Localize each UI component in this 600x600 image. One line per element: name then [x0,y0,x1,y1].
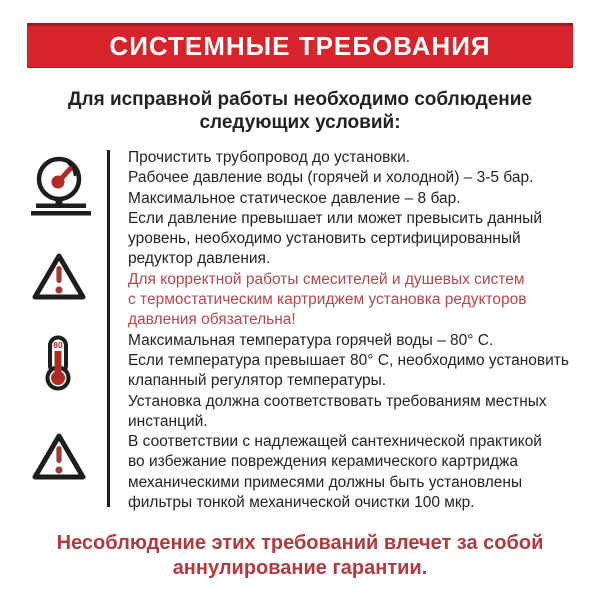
requirement-line: механическими примесями должны быть установлены [128,473,523,491]
requirement-line: фильтры тонкой механической очистки 100 мкр. [128,494,475,512]
requirement-line: Рабочее давление воды (горячей и холодной) – 3-5 бар. [128,169,534,187]
requirement-line: Если давление превышает или может превысить данный [128,209,542,227]
requirement-line: Для корректной работы смесителей и душевых систем [128,270,525,288]
warning-triangle-icon [31,252,87,302]
requirement-line: В соответствии с надлежащей сантехнической практикой [128,433,542,451]
requirements-text [128,148,588,513]
thermometer-icon [41,335,75,391]
requirement-line: с термостатическим картриджем установка редукторов [128,291,527,309]
warning-triangle-icon [31,432,87,482]
requirement-line: давления обязательна! [128,311,296,329]
subtitle-line-1: Для исправной работы необходимо соблюдение [67,89,533,110]
thermometer-label: 80 [53,340,63,350]
vertical-divider [107,150,110,507]
requirement-line: Максимальная температура горячей воды – 80° C. [128,331,494,349]
pressure-gauge-icon [28,156,94,216]
warranty-warning-line-1: Несоблюдение этих требований влечет за собой [56,532,544,554]
requirement-line: уровень, необходимо установить сертифицированный [128,230,521,248]
subtitle-line-2: следующих условий: [199,112,401,133]
requirement-line: Прочистить трубопровод до установки. [128,149,411,166]
warranty-warning [0,531,600,581]
page-title: СИСТЕМНЫЕ ТРЕБОВАНИЯ [109,31,491,61]
requirement-line: клапанный регулятор температуры. [128,372,387,390]
requirement-line: Если температура превышает 80° C, необходимо установить [128,351,569,369]
subtitle [0,88,600,134]
requirement-line: Установка должна соответствовать требованиям местных [128,392,547,410]
requirement-line: во избежание повреждения керамического картриджа [128,453,518,471]
title-banner [27,23,573,68]
requirement-line: редуктор давления. [128,250,271,268]
requirement-line: Максимальное статическое давление – 8 бар. [128,189,461,207]
requirement-line: инстанций. [128,412,208,430]
requirements-section [0,146,600,510]
warranty-warning-line-2: аннулирование гарантии. [172,557,428,579]
